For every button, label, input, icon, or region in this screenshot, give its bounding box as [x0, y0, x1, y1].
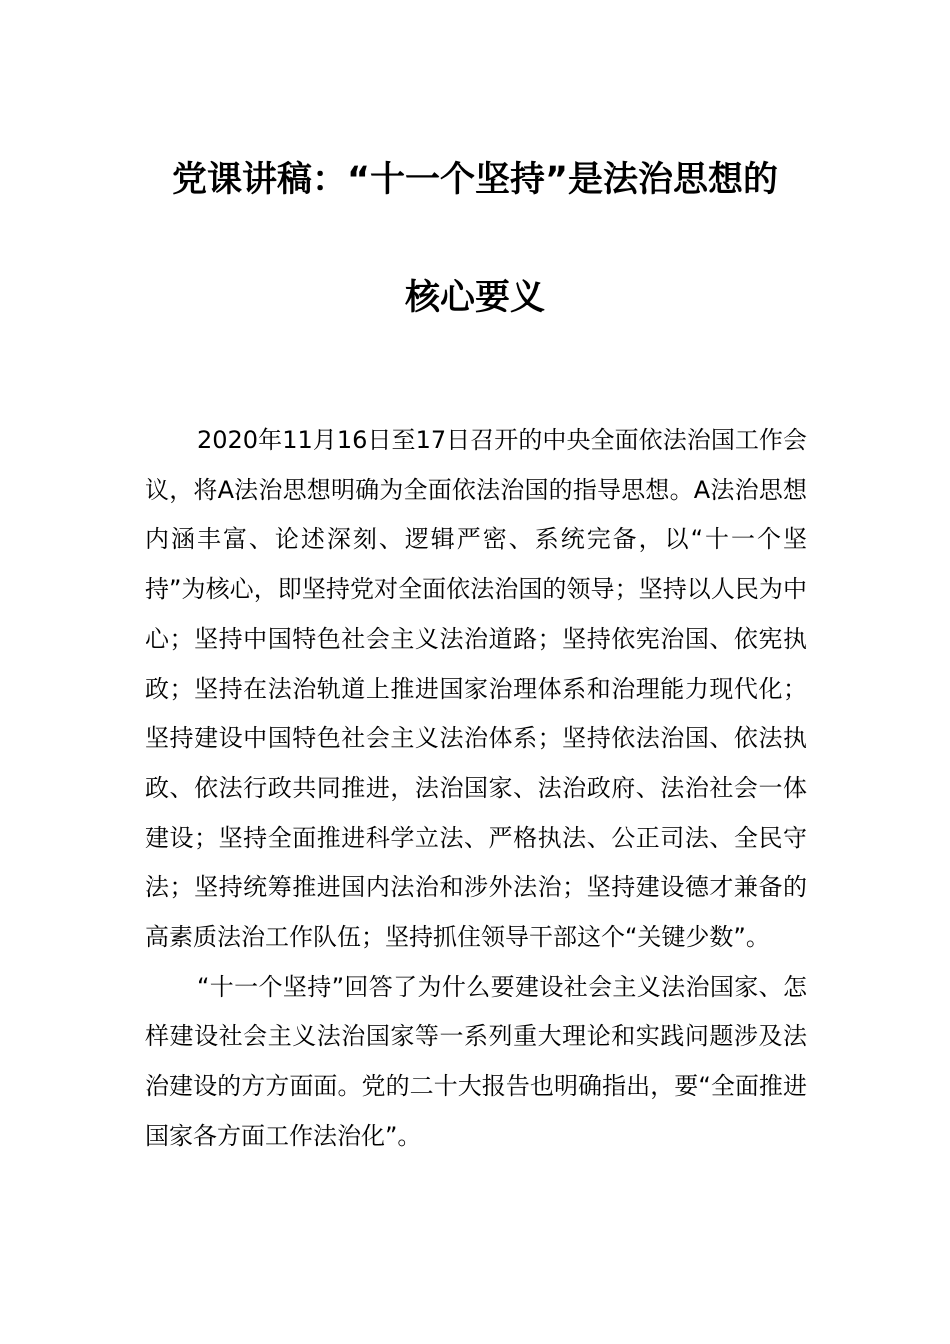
paragraph-1: 2020年11月16日至17日召开的中央全面依法治国工作会议，将A法治思想明确为全面依法治国的指导思想。A法治思想内涵丰富、论述深刻、逻辑严密、系统完备，以“十一个坚持”为核心，即坚持党对全面依法治国的领导；坚持以人民为中心；坚持中国特色社会主义法治道路；坚持依宪治国、依宪执政；坚持在法治轨道上推进国家治理体系和治理能力现代化；坚持建设中国特色社会主义法治体系；坚持依法治国、依法执政、依法行政共同推进，法治国家、法治政府、法治社会一体建设；坚持全面推进科学立法、严格执法、公正司法、全民守法；坚持统筹推进国内法治和涉外法治；坚持建设德才兼备的高素质法治工作队伍；坚持抓住领导干部这个“关键少数”。	[145, 426, 807, 952]
document-body	[145, 416, 807, 1162]
document-title-line-2: 核心要义	[404, 278, 545, 318]
document-title-line-1: 党课讲稿：“十一个坚持”是法治思想的	[171, 160, 778, 200]
paragraph-2: “十一个坚持”回答了为什么要建设社会主义法治国家、怎样建设社会主义法治国家等一系列重大理论和实践问题涉及法治建设的方方面面。党的二十大报告也明确指出，要“全面推进国家各方面工作法治化”。	[145, 972, 807, 1150]
